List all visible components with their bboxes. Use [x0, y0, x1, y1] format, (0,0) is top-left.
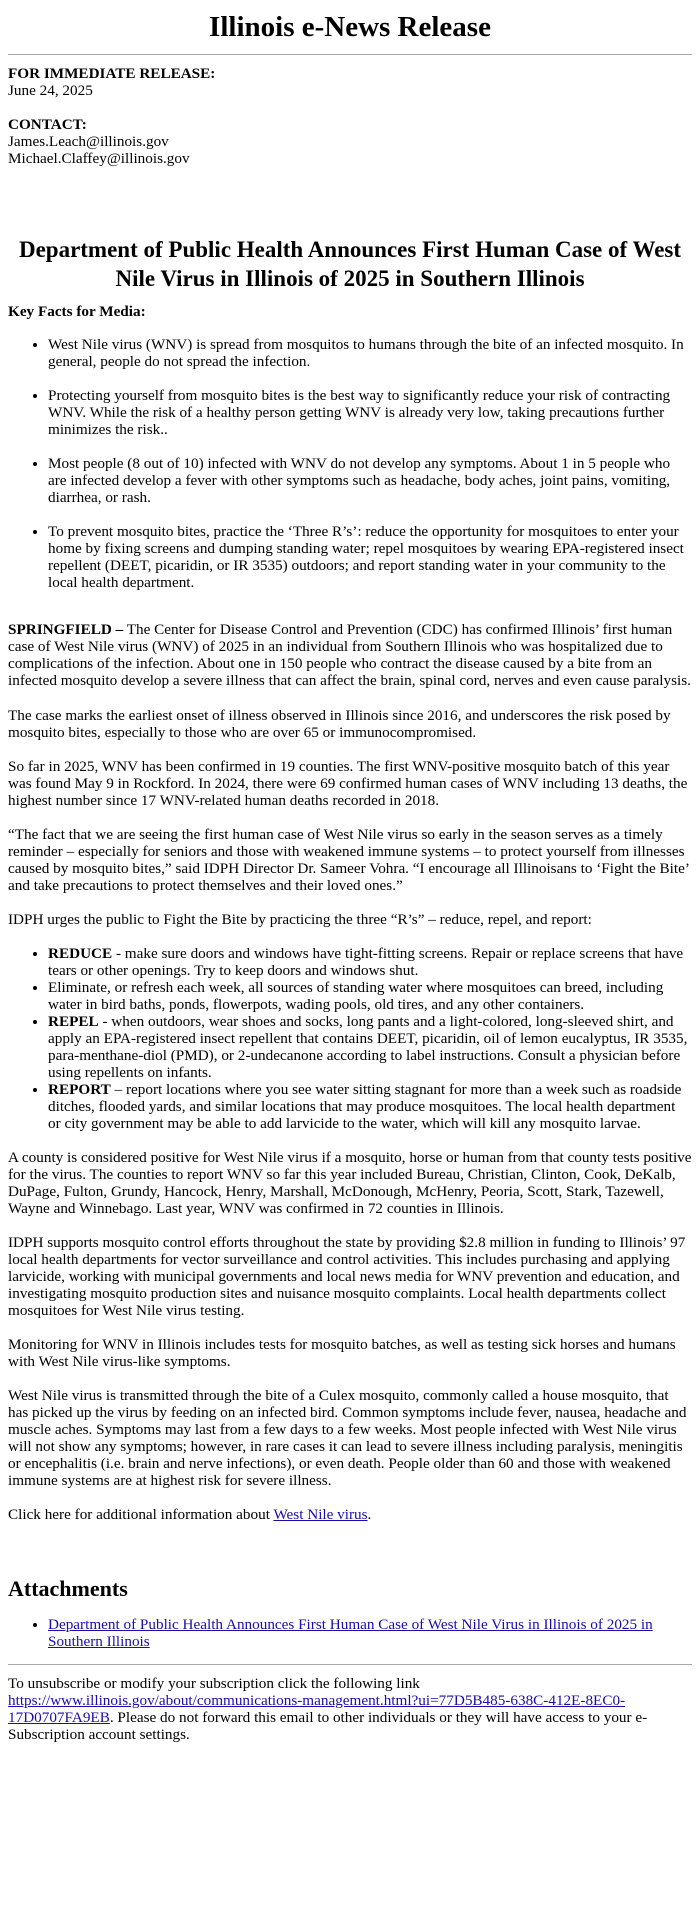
body-paragraph: A county is considered positive for West Nile virus if a mosquito, horse or human from that county tests positive for the virus. The counties to report WNV so far this year included Bureau, Christian, Clinton, Cook, DeKalb, DuPage, Fulton, Grundy, Hancock, Henry, Marshall, McDonough, McHenry, Peoria, Scott, Stark, Tazewell, Wayne and Winnebago. Last year, WNV was confirmed in 72 counties in Illinois. — [8, 1149, 692, 1217]
attachments-heading: Attachments — [8, 1576, 128, 1601]
list-item: • Eliminate, or refresh each week, all sources of standing water where mosquitoes can breed, including water in bird baths, ponds, flowerpots, wading pools, old tires, and any other containers. — [48, 979, 692, 1013]
body-paragraph: So far in 2025, WNV has been confirmed in 19 counties. The first WNV-positive mosquito batch of this year was found May 9 in Rockford. In 2024, there were 69 confirmed human cases of WNV including 13 deaths, the highest number since 17 WNV-related human deaths recorded in 2018. — [8, 758, 688, 809]
attachment-link[interactable]: Department of Public Health Announces First Human Case of West Nile Virus in Illinois of 2025 in Southern Illinois — [48, 1616, 653, 1650]
body-paragraph: The case marks the earliest onset of illness observed in Illinois since 2016, and underscores the risk posed by mosquito bites, especially to those who are over 65 or immunocompromised. — [8, 707, 671, 741]
key-facts-title: Key Facts for Media: — [8, 303, 146, 320]
body-paragraph: IDPH urges the public to Fight the Bite by practicing the three “R’s” – reduce, repel, and report: — [8, 911, 592, 928]
release-meta — [8, 65, 692, 167]
release-title: Illinois e-News Release — [209, 11, 491, 43]
list-item: • To prevent mosquito bites, practice the ‘Three R’s’: reduce the opportunity for mosquitoes to enter your home by fixing screens and dumping standing water; repel mosquitoes by wearing EPA-registered insect repellent (DEET, picaridin, or IR 3535) outdoors; and report standing water in your community to the local health department. — [48, 523, 692, 591]
list-item: • REDUCE - make sure doors and windows have tight-fitting screens. Repair or replace screens that have tears or other openings. Try to keep doors and windows shut. — [48, 945, 692, 979]
attachments-list — [8, 1616, 692, 1650]
list-item — [48, 1616, 692, 1650]
contact-email: Michael.Claffey@illinois.gov — [8, 150, 190, 167]
list-item: • REPORT – report locations where you see water sitting stagnant for more than a week such as roadside ditches, flooded yards, and similar locations that may produce mosquitoes. The local health department or city government may be able to add larvicide to the water, which will kill any mosquito larvae. — [48, 1081, 692, 1132]
footer-divider — [8, 1664, 692, 1665]
release-label: FOR IMMEDIATE RELEASE: — [8, 65, 216, 82]
list-item: • Most people (8 out of 10) infected with WNV do not develop any symptoms. About 1 in 5 people who are infected develop a fever with other symptoms such as headache, body aches, joint pains, vomiting, diarrhea, or rash. — [48, 455, 692, 506]
unsubscribe-paragraph: To unsubscribe or modify your subscription click the following link https://www.illinois.gov/about/communications-management.html?ui=77D5B485-638C-412E-8EC0-17D0707FA9EB. Please do not forward this email to other individuals or they will have access to your e-Subscription account settings. — [8, 1675, 648, 1743]
quote-paragraph: “The fact that we are seeing the first human case of West Nile virus so early in the season serves as a timely reminder – especially for seniors and those with weakened immune systems – to protect yourself from illnesses caused by mosquito bites,” said IDPH Director Dr. Sameer Vohra. “I encourage all Illinoisans to ‘Fight the Bite’ and take precautions to protect themselves and their loved ones.” — [8, 826, 689, 894]
contact-label: CONTACT: — [8, 116, 87, 133]
intro-paragraph: SPRINGFIELD – The Center for Disease Control and Prevention (CDC) has confirmed Illinois’ first human case of West Nile virus (WNV) of 2025 in an individual from Southern Illinois who was hospitalized due to complications of the infection. About one in 150 people who contract the disease caused by a bite from an infected mosquito develop a severe illness that can affect the brain, spinal cord, nerves and even cause paralysis. — [8, 621, 691, 689]
repel-label: REPEL — [48, 1013, 99, 1030]
release-date: June 24, 2025 — [8, 82, 93, 99]
dateline: SPRINGFIELD – — [8, 621, 124, 638]
key-facts-list — [8, 336, 692, 591]
list-item: • Protecting yourself from mosquito bites is the best way to significantly reduce your risk of contracting WNV. While the risk of a healthy person getting WNV is already very low, taking precautions further minimizes the risk.. — [48, 387, 692, 438]
unsubscribe-link[interactable]: https://www.illinois.gov/about/communications-management.html?ui=77D5B485-638C-412E-8EC0-17D0707FA9EB — [8, 1692, 626, 1726]
report-label: REPORT — [48, 1081, 111, 1098]
body-paragraph: West Nile virus is transmitted through the bite of a Culex mosquito, commonly called a house mosquito, that has picked up the virus by feeding on an infected bird. Common symptoms include fever, nausea, headache and muscle aches. Symptoms may last from a few days to a few weeks. Most people infected with West Nile virus will not show any symptoms; however, in rare cases it can lead to severe illness including paralysis, meningitis or encephalitis (i.e. brain and nerve infections), or even death. People older than 60 and those with weakened immune systems are at highest risk for severe illness. — [8, 1387, 687, 1489]
list-item: • REPEL - when outdoors, wear shoes and socks, long pants and a light-colored, long-sleeved shirt, and apply an EPA-registered insect repellent that contains DEET, picaridin, oil of lemon eucalyptus, IR 3535, para-menthane-diol (PMD), or 2-undecanone according to label instructions. Consult a physician before using repellents on infants. — [48, 1013, 692, 1081]
contact-email: James.Leach@illinois.gov — [8, 133, 169, 150]
west-nile-virus-link[interactable]: West Nile virus — [273, 1506, 368, 1523]
footer — [8, 1675, 692, 1743]
reduce-label: REDUCE — [48, 945, 113, 962]
list-item: • West Nile virus (WNV) is spread from mosquitos to humans through the bite of an infected mosquito. In general, people do not spread the infection. — [48, 336, 692, 370]
more-info-paragraph: Click here for additional information about West Nile virus. — [8, 1506, 372, 1523]
body-paragraph: IDPH supports mosquito control efforts throughout the state by providing $2.8 million in funding to Illinois’ 97 local health departments for vector surveillance and control activities. This includes purchasing and applying larvicide, working with municipal governments and local news media for WNV prevention and education, and investigating mosquito production sites and nuisance mosquito complaints. Local health departments collect mosquitoes for West Nile virus testing. — [8, 1234, 686, 1319]
article-headline: Department of Public Health Announces First Human Case of West Nile Virus in Illinois of 2025 in Southern Illinois — [18, 237, 682, 291]
body-paragraph: Monitoring for WNV in Illinois includes tests for mosquito batches, as well as testing sick horses and humans with West Nile virus-like symptoms. — [8, 1336, 676, 1370]
header-divider — [8, 54, 692, 55]
three-rs-list — [8, 945, 692, 1132]
